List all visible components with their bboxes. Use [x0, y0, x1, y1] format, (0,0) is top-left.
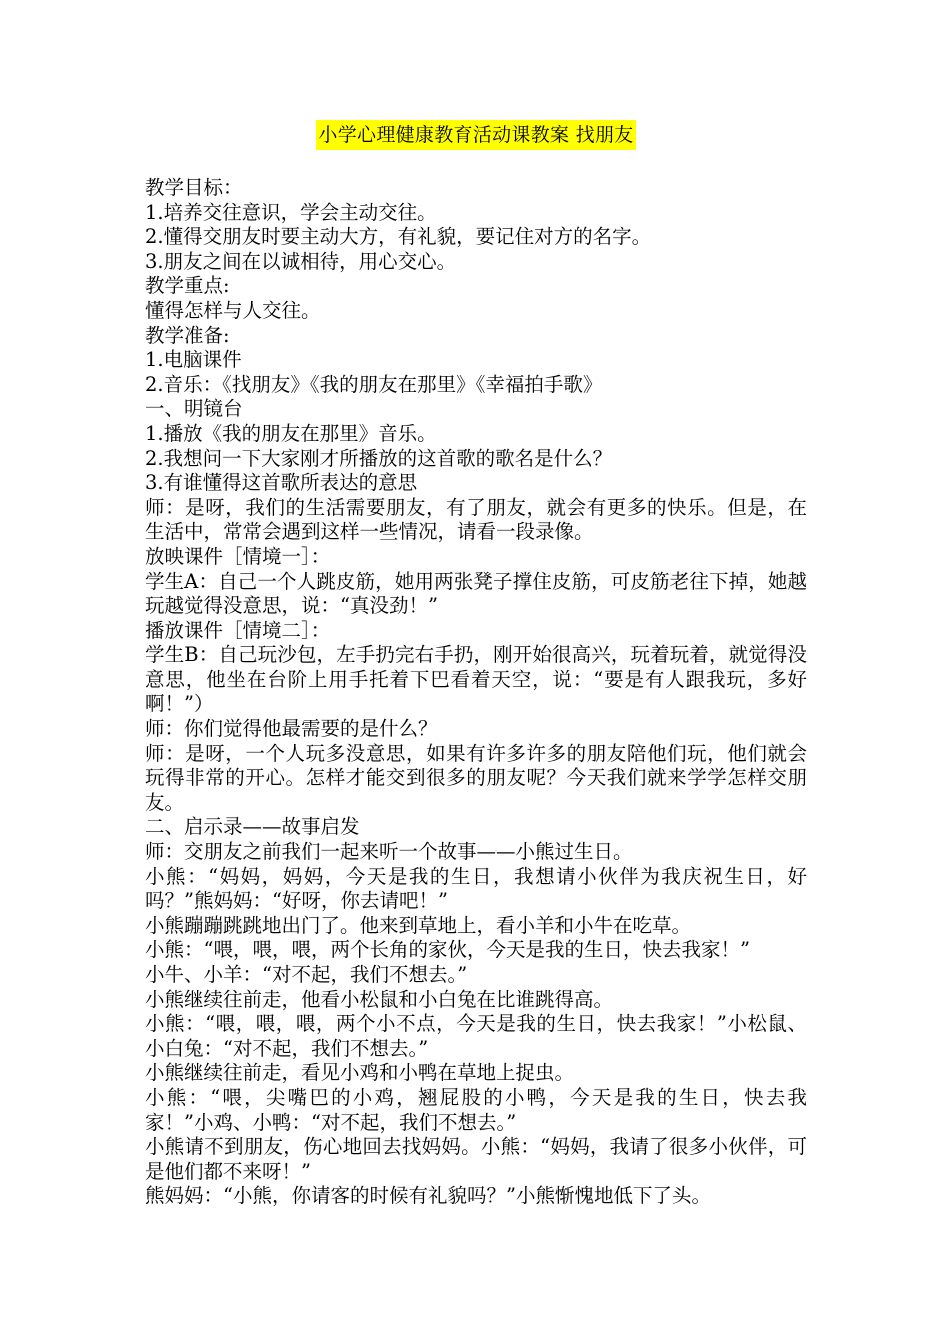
- paragraph: 1.电脑课件: [145, 348, 242, 372]
- paragraph: 学生A：自己一个人跳皮筋，她用两张凳子撑住皮筋，可皮筋老往下掉，她越玩越觉得没意思，说：“真没劲！”: [145, 569, 807, 618]
- paragraph: 学生B：自己玩沙包，左手扔完右手扔，刚开始很高兴，玩着玩着，就觉得没意思，他坐在台阶上用手托着下巴看着天空，说：“要是有人跟我玩，多好啊！”）: [145, 643, 807, 716]
- paragraph: 熊妈妈：“小熊，你请客的时候有礼貌吗？”小熊惭愧地低下了头。: [145, 1184, 711, 1208]
- paragraph: 小牛、小羊：“对不起，我们不想去。”: [145, 963, 468, 986]
- paragraph: 师：交朋友之前我们一起来听一个故事——小熊过生日。: [145, 840, 633, 864]
- document-body: [145, 176, 807, 1209]
- paragraph: 2.懂得交朋友时要主动大方，有礼貌，要记住对方的名字。: [145, 225, 652, 249]
- paragraph: 小熊：“妈妈，妈妈，今天是我的生日，我想请小伙伴为我庆祝生日，好吗？”熊妈妈：“好呀，你去请吧！”: [145, 864, 807, 913]
- paragraph: 教学重点:: [145, 274, 230, 298]
- paragraph: 教学目标：: [145, 176, 243, 199]
- paragraph: 师：是呀，我们的生活需要朋友，有了朋友，就会有更多的快乐。但是，在生活中，常常会遇到这样一些情况，请看一段录像。: [145, 495, 807, 544]
- paragraph: 小熊：“喂，尖嘴巴的小鸡，翘屁股的小鸭，今天是我的生日，快去我家！”小鸡、小鸭：“对不起，我们不想去。”: [145, 1085, 807, 1134]
- paragraph: 懂得怎样与人交往。: [145, 298, 321, 322]
- paragraph: 小熊请不到朋友，伤心地回去找妈妈。小熊：“妈妈，我请了很多小伙伴，可是他们都不来呀！”: [145, 1135, 807, 1183]
- document-title: 小学心理健康教育活动课教案 找朋友: [316, 120, 635, 150]
- paragraph: 播放课件［情境二］：: [145, 618, 331, 642]
- document-page: [145, 120, 807, 1209]
- paragraph: 小熊继续往前走，他看小松鼠和小白兔在比谁跳得高。: [145, 987, 614, 1011]
- title-wrap: [145, 120, 807, 158]
- paragraph: 二、启示录——故事启发: [145, 815, 360, 839]
- paragraph: 2.音乐：《找朋友》《我的朋友在那里》《幸福拍手歌》: [145, 372, 603, 396]
- paragraph: 2.我想问一下大家刚才所播放的这首歌的歌名是什么？: [145, 446, 613, 470]
- paragraph: 小熊蹦蹦跳跳地出门了。他来到草地上，看小羊和小牛在吃草。: [145, 913, 692, 937]
- paragraph: 1.播放《我的朋友在那里》音乐。: [145, 421, 437, 445]
- paragraph: 放映课件［情境一］：: [145, 544, 331, 568]
- paragraph: 3.朋友之间在以诚相待，用心交心。: [145, 249, 457, 273]
- paragraph: 一、明镜台: [145, 397, 243, 421]
- paragraph: 1.培养交往意识，学会主动交往。: [145, 200, 437, 224]
- paragraph: 小熊：“喂，喂，喂，两个长角的家伙，今天是我的生日，快去我家！”: [145, 938, 750, 962]
- paragraph: 小熊继续往前走，看见小鸡和小鸭在草地上捉虫。: [145, 1061, 575, 1085]
- paragraph: 小熊：“喂，喂，喂，两个小不点，今天是我的生日，快去我家！”小松鼠、小白兔：“对不起，我们不想去。”: [145, 1012, 807, 1060]
- paragraph: 教学准备:: [145, 323, 230, 347]
- paragraph: 3.有谁懂得这首歌所表达的意思: [145, 471, 418, 495]
- paragraph: 师：你们觉得他最需要的是什么？: [145, 717, 438, 741]
- paragraph: 师：是呀，一个人玩多没意思，如果有许多许多的朋友陪他们玩，他们就会玩得非常的开心。怎样才能交到很多的朋友呢？今天我们就来学学怎样交朋友。: [145, 741, 807, 814]
